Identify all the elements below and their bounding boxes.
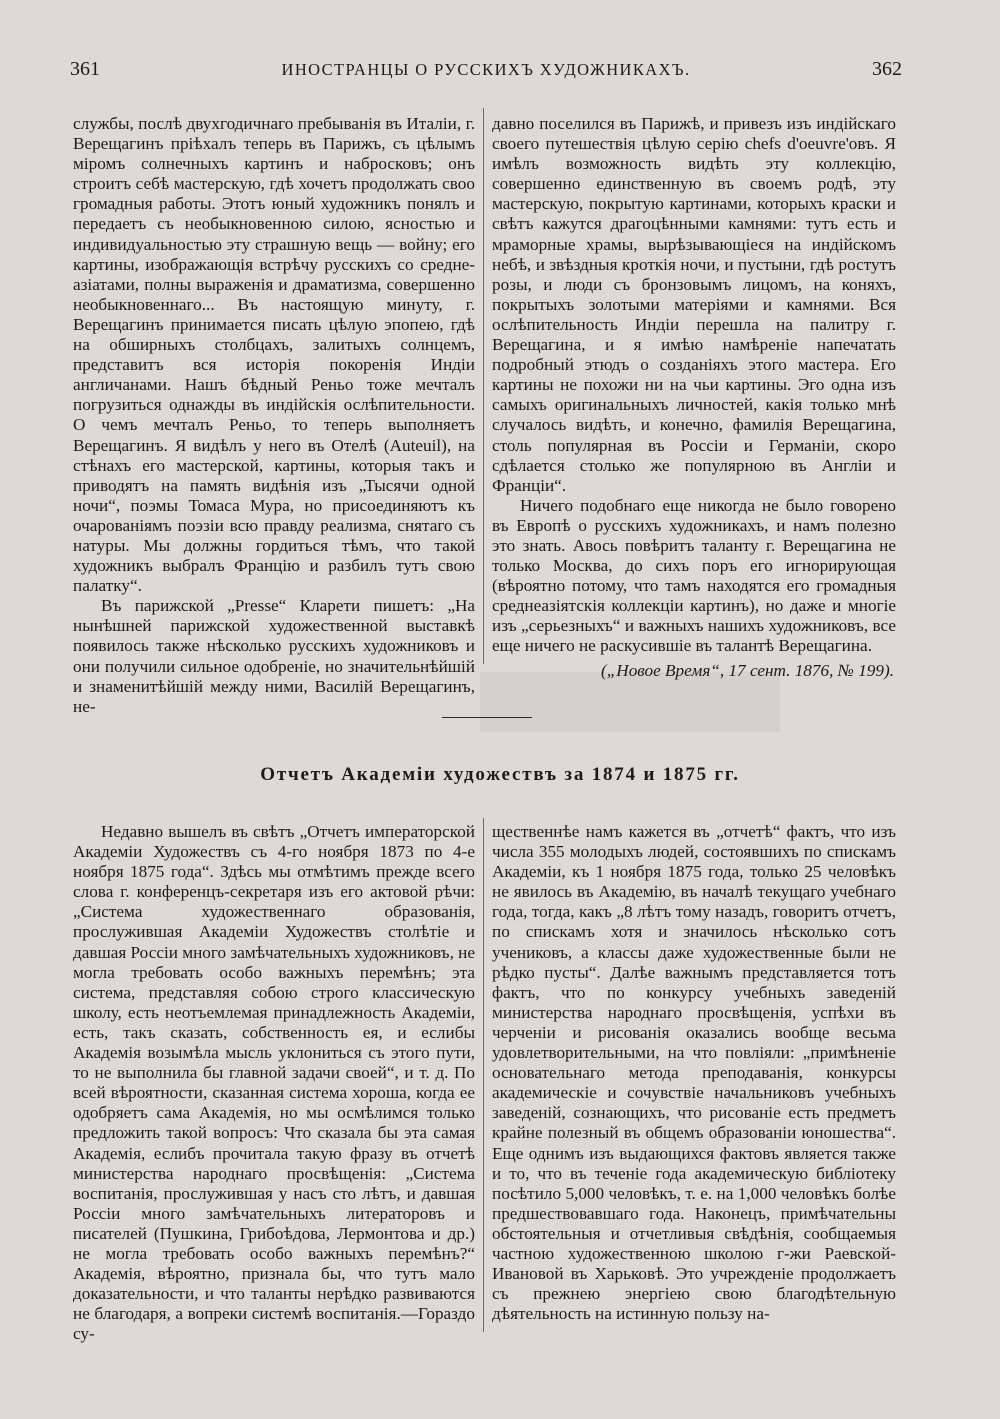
article1-right-column	[492, 114, 896, 680]
article1-left-paragraph-2: Въ парижской „Presse“ Кларети пишетъ: „На нынѣшней парижской художественной выставкѣ появилось также нѣсколько русскихъ художниковъ и они получили сильное одобреніе, но значительнѣйшій и знаменитѣйшій между ними, Василій Верещагинъ, не-	[73, 596, 475, 716]
article1-left-paragraph-1: службы, послѣ двухгодичнаго пребыванія въ Италіи, г. Верещагинъ пріѣхалъ теперь въ Парижъ, съ цѣлымъ міромъ солнечныхъ картинъ и набросковъ; онъ строитъ себѣ мастерскую, гдѣ хочетъ продолжать своо громадныя работы. Этотъ юный художникъ понялъ и передаетъ съ необыкновенною силою, ясностью и индивидуальностью эту страшную вещь — войну; его картины, изображающія встрѣчу русскихъ со средне-азіатами, полны выраженія и драматизма, совершенно необыкновеннаго... Въ настоящую минуту, г. Верещагинъ принимается писать цѣлую эпопею, гдѣ на обширныхъ столбцахъ, залитыхъ солнцемъ, представитъ вся исторія покоренія Индіи англичанами. Нашъ бѣдный Реньо тоже мечталъ погрузиться однажды въ индійскія ослѣпительности. О чемъ мечталъ Реньо, то теперь выполняетъ Верещагинъ. Я видѣлъ у него въ Отелѣ (Auteuil), на стѣнахъ его мастерской, картины, которыя такъ и приводятъ на память видѣнія изъ „Тысячи одной ночи“, поэмы Томаса Мура, но присоединяютъ къ очарованіямъ поэзіи всю правду реализма, снятаго съ натуры. Мы должны гордиться тѣмъ, что такой художникъ выбралъ Францію и разбилъ тутъ свою палатку“.	[73, 114, 475, 596]
article2-title: Отчетъ Академіи художествъ за 1874 и 1875 гг.	[260, 764, 740, 785]
section-separator	[442, 717, 532, 718]
column-rule-top	[483, 108, 484, 664]
running-title: ИНОСТРАНЦЫ О РУССКИХЪ ХУДОЖНИКАХЪ.	[281, 60, 691, 79]
article2-left-column	[73, 822, 475, 1342]
article1-source: („Новое Время“, 17 сент. 1876, № 199).	[601, 660, 894, 680]
article1-right-paragraph-2: Ничего подобнаго еще никогда не было говорено въ Европѣ о русскихъ художникахъ, и намъ полезно это знать. Авось повѣритъ таланту г. Верещагина не только Москва, до сихъ поръ его игнорирующая (вѣроятно потому, что тамъ находятся его громадныя среднеазіятскія коллекціи картинъ), но даже и многіе изъ „серьезныхъ“ и важныхъ нашихъ художниковъ, все еще ничего не раскусившіе въ талантѣ Верещагина.	[492, 495, 896, 656]
article2-left-paragraph-1: Недавно вышелъ въ свѣтъ „Отчетъ императорской Академіи Художествъ съ 4-го ноября 1873 по 4-е ноября 1875 года“. Здѣсь мы отмѣтимъ прежде всего слова г. конференцъ-секретаря изъ его актовой рѣчи: „Система художественнаго образованія, прослужившая Академіи Художествъ столѣтіе и давшая Россіи много замѣчательныхъ художниковъ, не могла требовать особо важныхъ перемѣнъ; эта система, представляя собою строго классическую школу, есть неотъемлемая принадлежность Академіи, есть, такъ сказать, собственность ея, и еслибы Академія возымѣла мысль уклониться съ этого пути, то не выполнила бы главной задачи своей“, и т. д. По всей вѣроятности, сказанная система хороша, когда ее одобряетъ сама Академія, но мы осмѣлимся только предложить такой вопросъ: Что сказала бы эта самая Академія, еслибъ прочитала такую фразу въ отчетѣ министерства народнаго просвѣщенія: „Система воспитанія, прослужившая у насъ сто лѣтъ, и давшая Россіи много замѣчательныхъ литераторовъ и писателей (Пушкина, Грибоѣдова, Лермонтова и др.) не могла требовать особо важныхъ перемѣнъ?“ Академія, вѣроятно, признала бы, что тутъ мало доказательности, и что таланты нерѣдко развиваются не благодаря, а вопреки системѣ воспитанія.—Гораздо су-	[73, 822, 475, 1344]
article2-right-column	[492, 822, 896, 1342]
page-number-right: 362	[872, 58, 902, 80]
running-head	[70, 58, 902, 88]
article2-right-paragraph-1: щественнѣе намъ кажется въ „отчетѣ“ фактъ, что изъ числа 355 молодыхъ людей, состоявшихъ по спискамъ Академіи, къ 1 ноября 1875 года, только 25 человѣкъ не явилось въ Академію, въ началѣ текущаго учебнаго года, тогда, какъ „8 лѣтъ тому назадъ, говоритъ отчетъ, по спискамъ хотя и значилось нѣсколько сотъ учениковъ, а классы даже художественные были не рѣдко пусты“. Далѣе важнымъ представляется тотъ фактъ, что по конкурсу учебныхъ заведеній министерства народнаго просвѣщенія, успѣхи въ черченіи и рисованія оказались вообще весьма удовлетворительными, на что повліяли: „примѣненіе основательнаго метода преподаванія, конкурсы академическіе и сочувствіе начальниковъ учебныхъ заведеній, сознающихъ, что рисованіе есть предметъ крайне полезный въ общемъ образованіи юношества“. Еще однимъ изъ выдающихся фактовъ является также и то, что въ теченіе года академическую библіотеку посѣтило 5,000 человѣкъ, т. е. на 1,000 человѣкъ болѣе предшествовавшаго года. Наконецъ, примѣчательны обстоятельныя и отчетливыя свѣдѣнія, сообщаемыя частною художественною школою г-жи Раевской-Ивановой въ Харьковѣ. Это учрежденіе продолжаетъ съ прежнею энергіею свою благодѣтельную дѣятельность на истинную пользу на-	[492, 822, 896, 1324]
column-rule-bottom	[483, 818, 484, 1332]
bleed-through-shadow	[480, 672, 780, 732]
article1-right-paragraph-1: давно поселился въ Парижѣ, и привезъ изъ индійскаго своего путешествія цѣлую серію chefs d'oeuvre'овъ. Я имѣлъ возможность видѣть эту коллекцію, совершенно единственную въ своемъ родѣ, эту мастерскую, покрытую картинами, которыхъ краски и свѣтъ кажутся драгоцѣнными камнями: тутъ есть и мраморные храмы, вырѣзывающіеся на индійскомъ небѣ, и звѣздныя кроткія ночи, и пустыни, гдѣ ростутъ розы, и люди съ бронзовымъ лицомъ, на коняхъ, покрытыхъ золотыми матеріями и камнями. Вся ослѣпительность Индіи перешла на палитру г. Верещагина, и я имѣю намѣреніе напечатать подробный этюдъ о созданіяхъ этого мастера. Его картины не похожи ни на чьи картины. Эго одна изъ самыхъ оригинальныхъ личностей, какія только мнѣ случалось видѣть, и конечно, фамилія Верещагина, столь популярная въ Россіи и Германіи, скоро сдѣлается столько же популярною въ Англіи и Франціи“.	[492, 114, 896, 495]
page-number-left: 361	[70, 58, 100, 80]
article1-left-column	[73, 114, 475, 716]
